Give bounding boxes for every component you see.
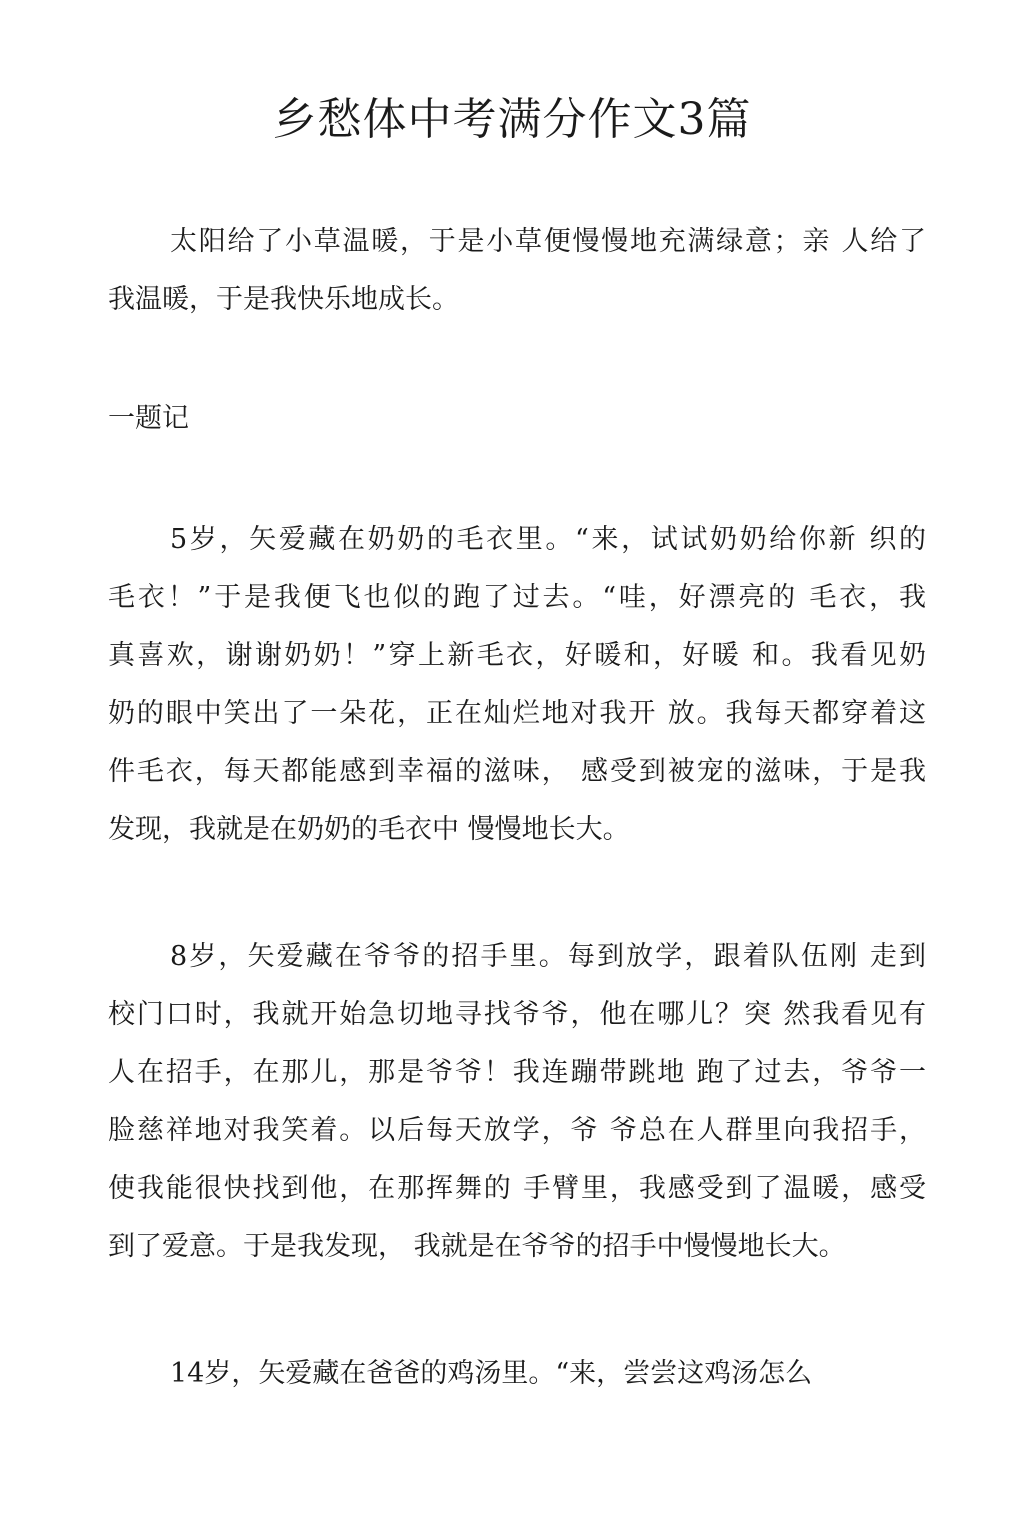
text-line: 校门口时，我就开始急切地寻找爷爷，他在哪儿？突 然我看见有 [108,999,926,1030]
text-line: 太阳给了小草温暖，于是小草便慢慢地充满绿意；亲 人给了 [170,226,926,257]
text-line: 5岁，矢爱藏在奶奶的毛衣里。“来，试试奶奶给你新 织的 [170,524,926,555]
paragraph-age14 [108,1345,926,1403]
paragraph-epigraph [108,390,926,448]
text-line: 8岁，矢爱藏在爷爷的招手里。每到放学，跟着队伍刚 走到 [170,941,926,972]
text-line: 毛衣！”于是我便飞也似的跑了过去。“哇，好漂亮的 毛衣，我 [108,582,926,613]
text-line: 使我能很快找到他，在那挥舞的 手臂里，我感受到了温暖，感受 [108,1173,926,1204]
text-line: 真喜欢，谢谢奶奶！”穿上新毛衣，好暖和，好暖 和。我看见奶 [108,640,926,671]
text-line: 到了爱意。于是我发现， 我就是在爷爷的招手中慢慢地长大。 [108,1231,846,1262]
document-title: 乡愁体中考满分作文3篇 [272,94,752,145]
paragraph-age8 [108,928,926,1276]
text-line: 件毛衣，每天都能感到幸福的滋味， 感受到被宠的滋味，于是我 [108,756,926,787]
text-line: 脸慈祥地对我笑着。以后每天放学，爷 爷总在人群里向我招手， [108,1115,926,1146]
text-line: 人在招手，在那儿，那是爷爷！我连蹦带跳地 跑了过去，爷爷一 [108,1057,926,1088]
paragraph-intro [108,213,926,329]
text-line: 14岁，矢爱藏在爸爸的鸡汤里。“来，尝尝这鸡汤怎么 [170,1358,813,1389]
text-line: 奶的眼中笑出了一朵花，正在灿烂地对我开 放。我每天都穿着这 [108,698,926,729]
text-line: 我温暖，于是我快乐地成长。 [108,284,459,315]
text-line: 发现，我就是在奶奶的毛衣中 慢慢地长大。 [108,814,630,845]
text-line: 一题记 [108,403,189,434]
paragraph-age5 [108,511,926,859]
